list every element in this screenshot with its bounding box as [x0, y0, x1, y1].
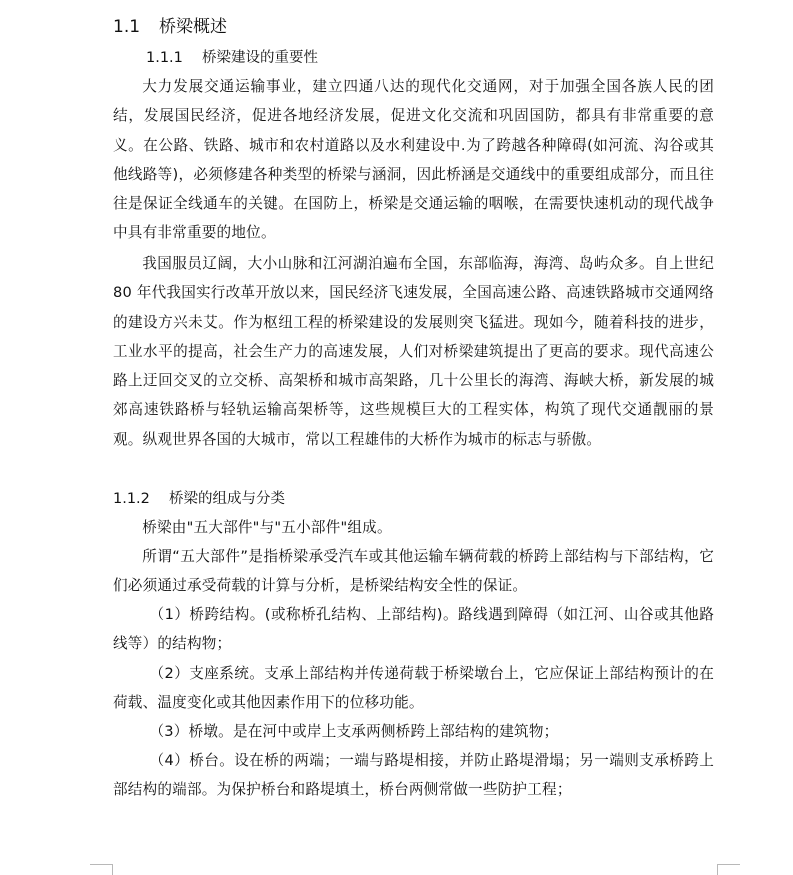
paragraph-bridge-development: 我国服员辽阔，大小山脉和江河湖泊遍布全国，东部临海，海湾、岛屿众多。自上世纪 80 年代我国实行改革开放以来，国民经济飞速发展，全国高速公路、高速铁路城市交通网络的建设方兴未艾。作为枢纽工程的桥梁建设的发展则突飞猛进。现如今，随着科技的进步，工业水平的提高，社会生产力的高速发展，人们对桥梁建筑提出了更高的要求。现代高速公路上迂回交叉的立交桥、高架桥和城市高架路，几十公里长的海湾、海峡大桥，新发展的城郊高速铁路桥与轻轨运输高架桥等，这些规模巨大的工程实体，构筑了现代交通靓丽的景观。纵观世界各国的大城市，常以工程雄伟的大桥作为城市的标志与骄傲。	[113, 255, 714, 448]
subsection-title: 桥梁的组成与分类	[169, 491, 285, 507]
subsection-title: 桥梁建设的重要性	[202, 50, 318, 66]
list-item-pier: （3）桥墩。是在河中或岸上支承两侧桥跨上部结构的建筑物；	[149, 723, 559, 740]
paragraph-five-major-parts: 所谓“五大部件”是指桥梁承受汽车或其他运输车辆荷载的桥跨上部结构与下部结构，它们必须通过承受荷载的计算与分析，是桥梁结构安全性的保证。	[113, 548, 714, 595]
subsection-number: 1.1.2	[113, 491, 150, 507]
section-number: 1.1	[113, 17, 141, 37]
subsection-heading-importance	[146, 47, 318, 69]
paragraph-components-intro: 桥梁由"五大部件"与"五小部件"组成。	[142, 519, 392, 536]
list-item-bearing-system: （2）支座系统。支承上部结构并传递荷载于桥梁墩台上，它应保证上部结构预计的在荷载、温度变化或其他因素作用下的位移功能。	[113, 665, 714, 712]
list-item-abutment: （4）桥台。设在桥的两端；一端与路堤相接，并防止路堤滑塌；另一端则支承桥跨上部结构的端部。为保护桥台和路堤填土，桥台两侧常做一些防护工程；	[113, 752, 714, 799]
page-corner-mark-left	[90, 864, 113, 875]
section-title: 桥梁概述	[159, 17, 227, 37]
subsection-heading-composition	[113, 488, 285, 510]
page-corner-mark-right	[717, 864, 740, 875]
subsection-number: 1.1.1	[146, 50, 183, 66]
section-heading	[113, 14, 227, 40]
list-item-span-structure: （1）桥跨结构。(或称桥孔结构、上部结构)。路线遇到障碍（如江河、山谷或其他路线等）的结构物；	[113, 606, 714, 653]
paragraph-transport-importance: 大力发展交通运输事业，建立四通八达的现代化交通网，对于加强全国各族人民的团结，发展国民经济，促进各地经济发展，促进文化交流和巩固国防，都具有非常重要的意义。在公路、铁路、城市和农村道路以及水利建设中.为了跨越各种障碍(如河流、沟谷或其他线路等)，必须修建各种类型的桥梁与涵洞，因此桥涵是交通线中的重要组成部分，而且往往是保证全线通车的关键。在国防上，桥梁是交通运输的咽喉，在需要快速机动的现代战争中具有非常重要的地位。	[113, 78, 714, 242]
